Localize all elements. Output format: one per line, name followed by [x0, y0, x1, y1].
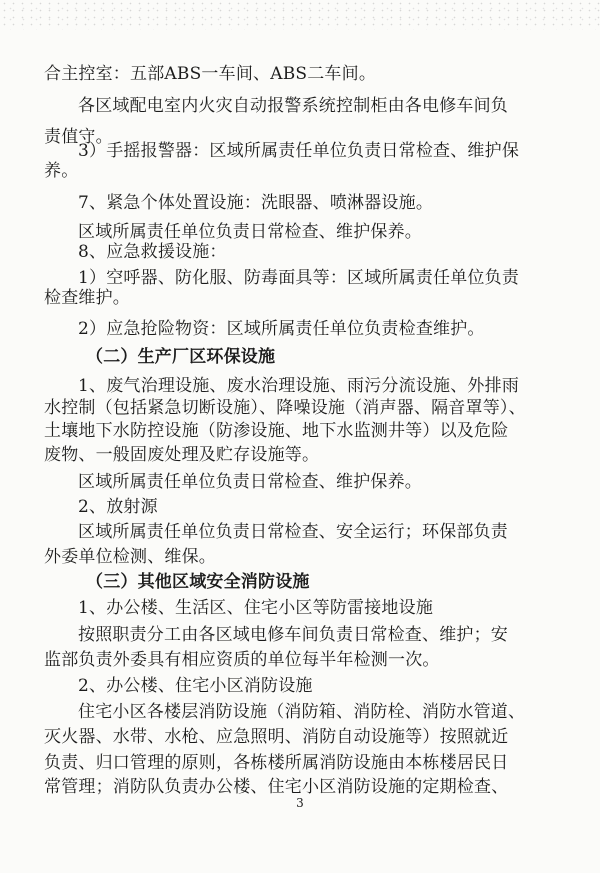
text-line-16: 废物、一般固废处理及贮存设施等。 [44, 445, 320, 465]
scan-noise [0, 0, 600, 30]
text-line-17: 区域所属责任单位负责日常检查、维护保养。 [78, 472, 422, 492]
text-line-3: 责值守。 [44, 127, 113, 147]
section-heading-2: （二）生产厂区环保设施 [86, 347, 276, 367]
text-line-11: 2）应急抢险物资：区域所属责任单位负责检查维护。 [78, 319, 485, 339]
text-line-13: 1、废气治理设施、废水治理设施、雨污分流设施、外排雨 [78, 376, 520, 396]
text-line-1: 合主控室：五部ABS一车间、ABS二车间。 [44, 64, 377, 84]
text-line-23: 按照职责分工由各区域电修车间负责日常检查、维护；安 [78, 625, 508, 645]
text-line-29: 常管理；消防队负责办公楼、住宅小区消防设施的定期检查、 [44, 777, 509, 797]
text-line-7: 区域所属责任单位负责日常检查、维护保养。 [78, 222, 422, 242]
text-line-24: 监部负责外委具有相应资质的单位每半年检测一次。 [44, 650, 440, 670]
text-line-2: 各区域配电室内火灾自动报警系统控制柜由各电修车间负 [78, 96, 508, 116]
text-line-22: 1、办公楼、生活区、住宅小区等防雷接地设施 [78, 598, 434, 618]
text-line-9: 1）空呼器、防化服、防毒面具等：区域所属责任单位负责 [78, 268, 520, 288]
text-line-5: 养。 [44, 161, 79, 181]
text-line-15: 土壤地下水防控设施（防渗设施、地下水监测井等）以及危险 [44, 421, 509, 441]
text-line-18: 2、放射源 [78, 497, 158, 517]
text-line-27: 灭火器、水带、水枪、应急照明、消防自动设施等）按照就近 [44, 727, 509, 747]
text-line-19: 区域所属责任单位负责日常检查、安全运行；环保部负责 [78, 522, 508, 542]
text-line-26: 住宅小区各楼层消防设施（消防箱、消防栓、消防水管道、 [78, 702, 526, 722]
text-line-25: 2、办公楼、住宅小区消防设施 [78, 676, 313, 696]
text-line-28: 负责、归口管理的原则，各栋楼所属消防设施由本栋楼居民日 [44, 753, 509, 773]
text-line-4: 3）手摇报警器：区域所属责任单位负责日常检查、维护保 [78, 141, 520, 161]
text-line-20: 外委单位检测、维保。 [44, 547, 216, 567]
page-number: 3 [296, 796, 304, 810]
text-line-6: 7、紧急个体处置设施：洗眼器、喷淋器设施。 [78, 193, 434, 213]
text-line-14: 水控制（包括紧急切断设施）、降噪设施（消声器、隔音罩等）、 [44, 398, 526, 418]
text-line-10: 检查维护。 [44, 288, 130, 308]
section-heading-3: （三）其他区域安全消防设施 [86, 572, 310, 592]
text-line-8: 8、应急救援设施： [78, 242, 227, 262]
